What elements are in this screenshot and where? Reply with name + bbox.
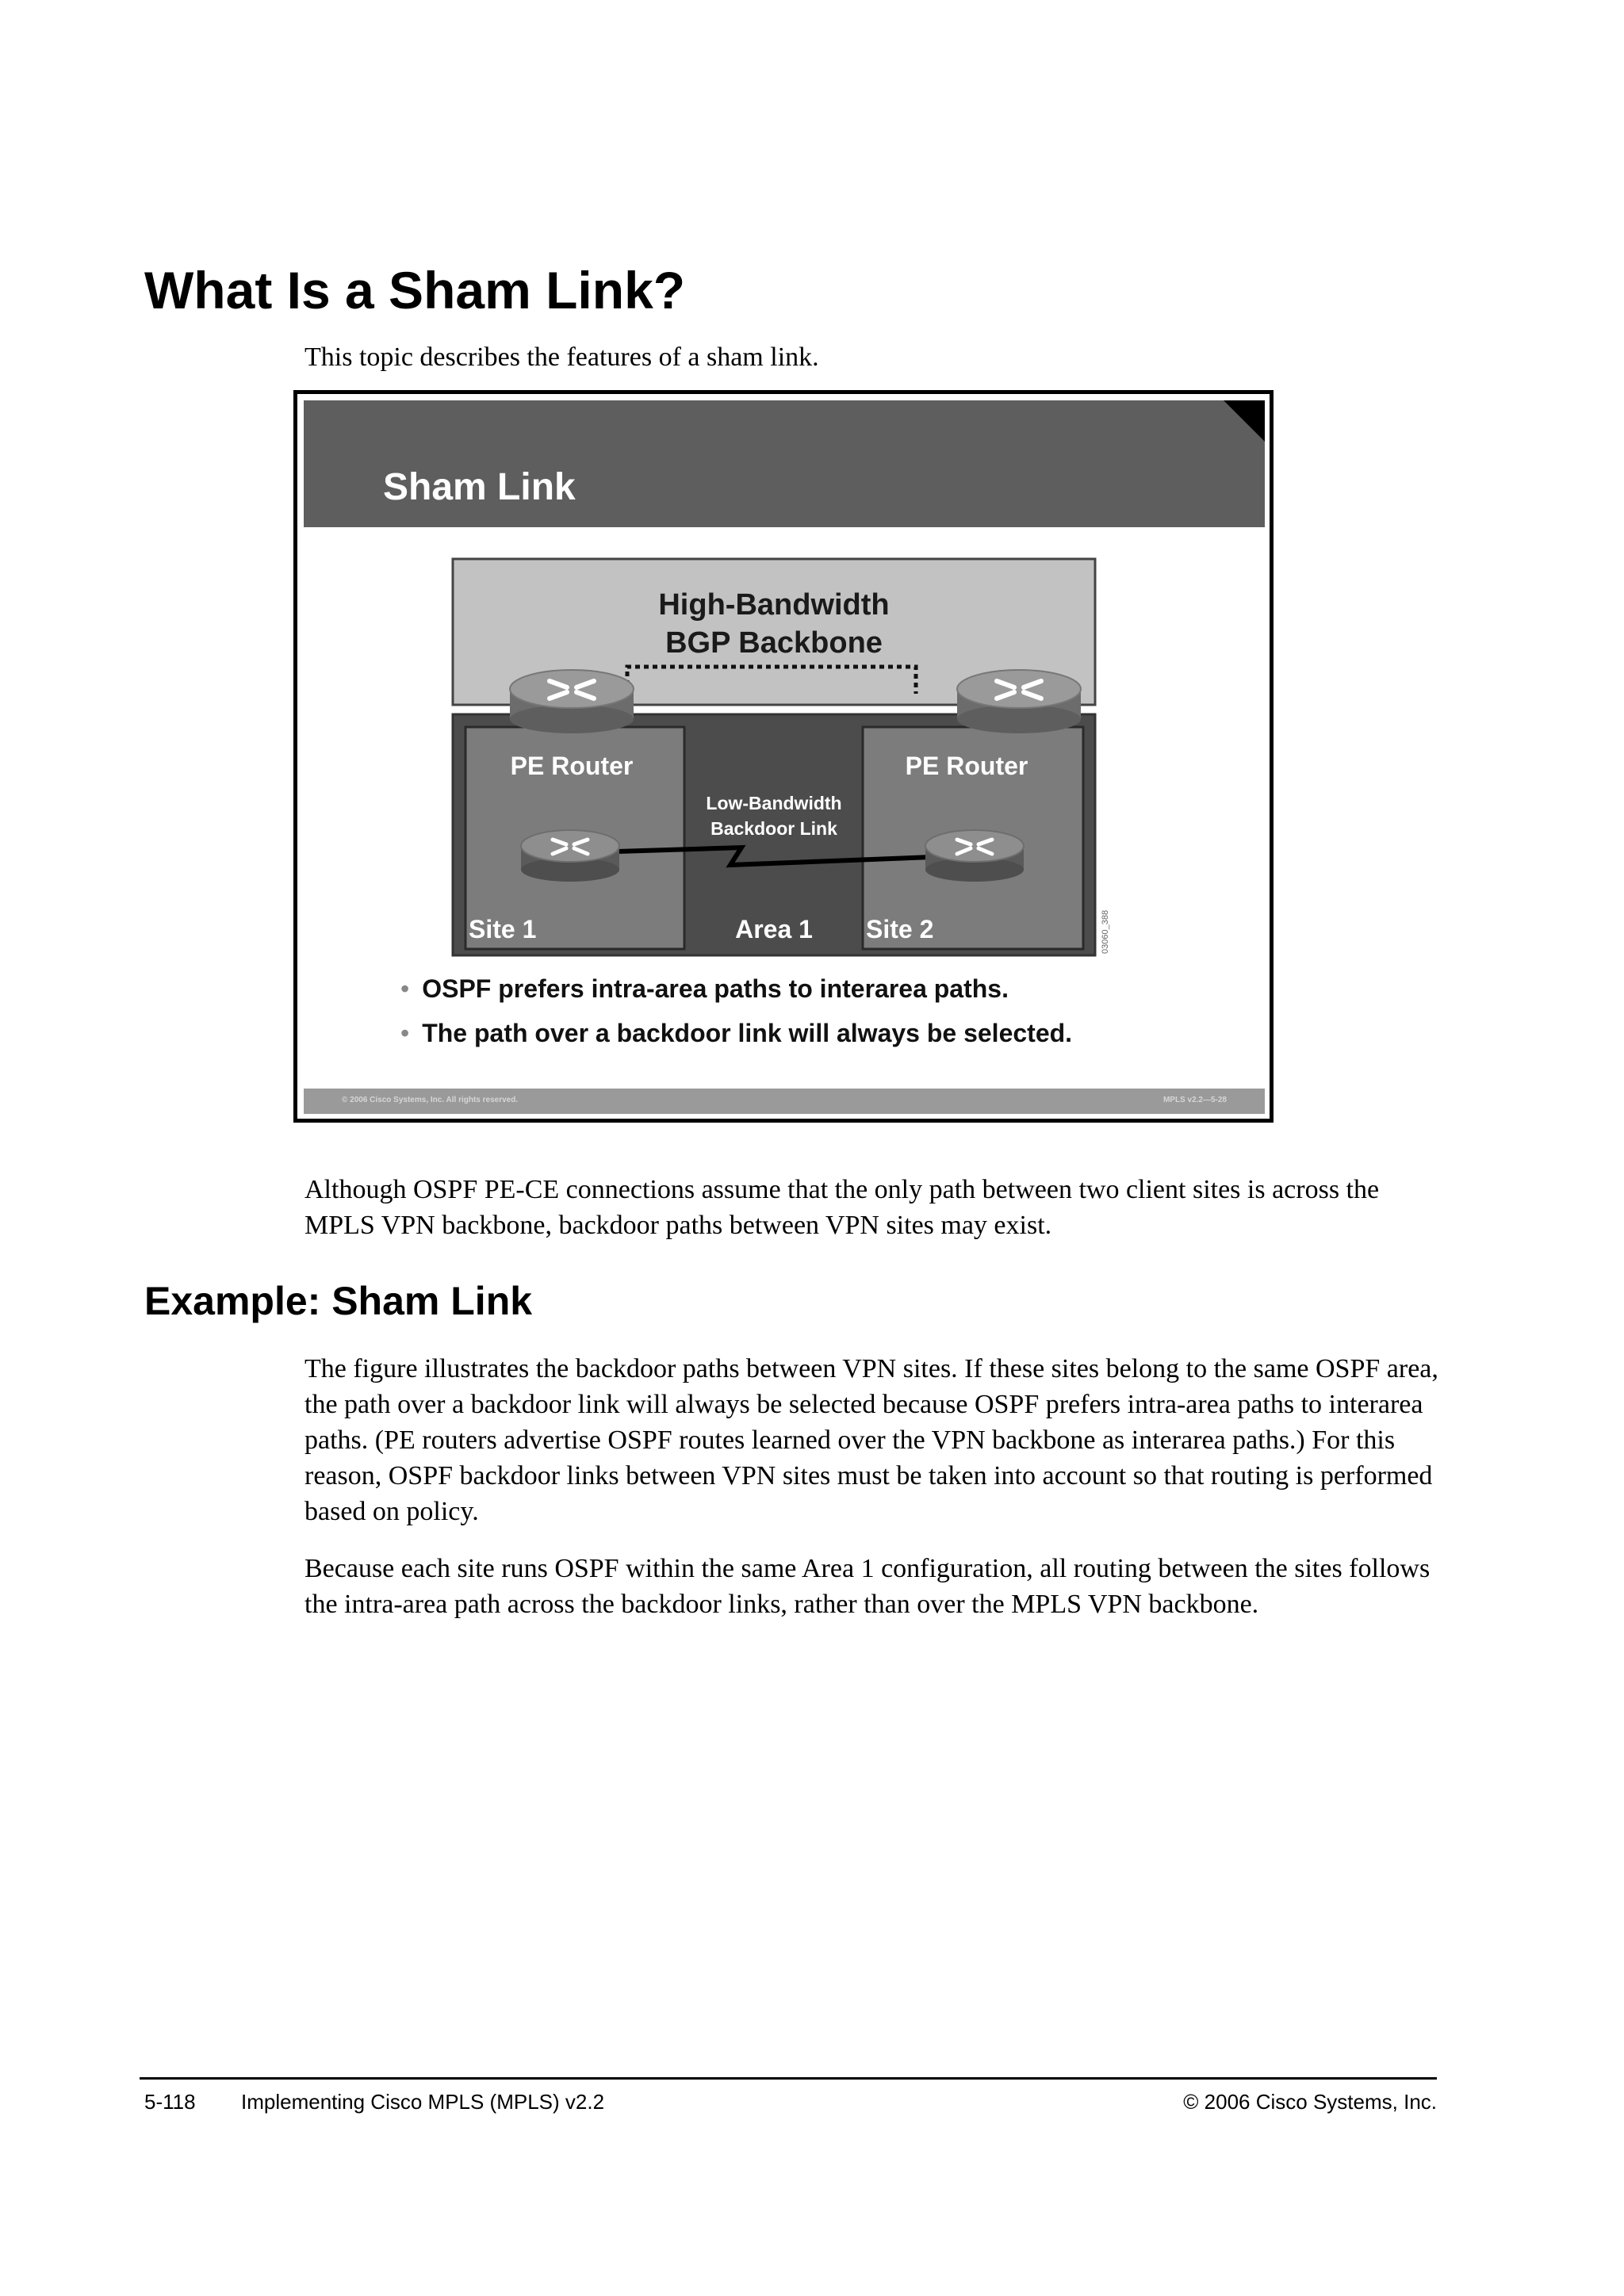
- area1-label: Area 1: [735, 915, 813, 943]
- book-title: Implementing Cisco MPLS (MPLS) v2.2: [241, 2090, 605, 2114]
- section-heading: Example: Sham Link: [144, 1279, 533, 1323]
- backbone-label-line2: BGP Backbone: [665, 626, 883, 660]
- pe-router-right-icon: [957, 670, 1081, 733]
- slide-bullet: • The path over a backdoor link will always be selected.: [400, 1011, 1072, 1055]
- page-number: 5-118: [144, 2090, 196, 2114]
- page-title: What Is a Sham Link?: [144, 261, 686, 320]
- paragraph-backdoor-intro: Although OSPF PE-CE connections assume that the only path between two client sites is across the MPLS VPN backbone, backdoor paths between VPN sites may exist.: [304, 1175, 1380, 1240]
- slide-title: Sham Link: [383, 466, 576, 508]
- backdoor-label-line1: Low-Bandwidth: [706, 793, 842, 813]
- backbone-label-line1: High-Bandwidth: [658, 588, 890, 622]
- site2-label: Site 2: [866, 915, 934, 943]
- backdoor-label-line2: Backdoor Link: [710, 818, 837, 839]
- slide-footer-version: MPLS v2.2—5-28: [1162, 1096, 1227, 1104]
- slide-bullet: • OSPF prefers intra-area paths to interarea paths.: [400, 966, 1072, 1011]
- footer-rule: [140, 2077, 1437, 2080]
- pe-router-left-label: PE Router: [510, 752, 634, 780]
- sham-link-slide: [293, 390, 1274, 1123]
- figure-id-label: 03060_388: [1101, 909, 1110, 954]
- ce-router-right-icon: [925, 830, 1024, 882]
- ce-router-left-icon: [521, 830, 619, 882]
- intro-text: This topic describes the features of a sham link.: [304, 342, 819, 372]
- paragraph-area1: Because each site runs OSPF within the same Area 1 configuration, all routing between the sites follows the intra-area path across the backdoor links, rather than over the MPLS VPN backbone.: [304, 1554, 1431, 1619]
- slide-bullet-list: [400, 966, 1072, 1055]
- slide-footer-copyright: © 2006 Cisco Systems, Inc. All rights reserved.: [342, 1096, 519, 1104]
- pe-router-left-icon: [510, 670, 634, 733]
- slide-footer: [304, 1089, 1265, 1114]
- footer-copyright: © 2006 Cisco Systems, Inc.: [1183, 2090, 1437, 2114]
- paragraph-example: The figure illustrates the backdoor paths between VPN sites. If these sites belong to the same OSPF area, the path over a backdoor link will always be selected because OSPF prefers intra-area paths to interarea paths. (PE routers advertise OSPF routes learned over the VPN backbone as interarea paths.) For this reason, OSPF backdoor links between VPN sites must be taken into account so that routing is performed based on policy.: [304, 1354, 1438, 1526]
- site1-label: Site 1: [469, 915, 537, 943]
- pe-router-right-label: PE Router: [905, 752, 1028, 780]
